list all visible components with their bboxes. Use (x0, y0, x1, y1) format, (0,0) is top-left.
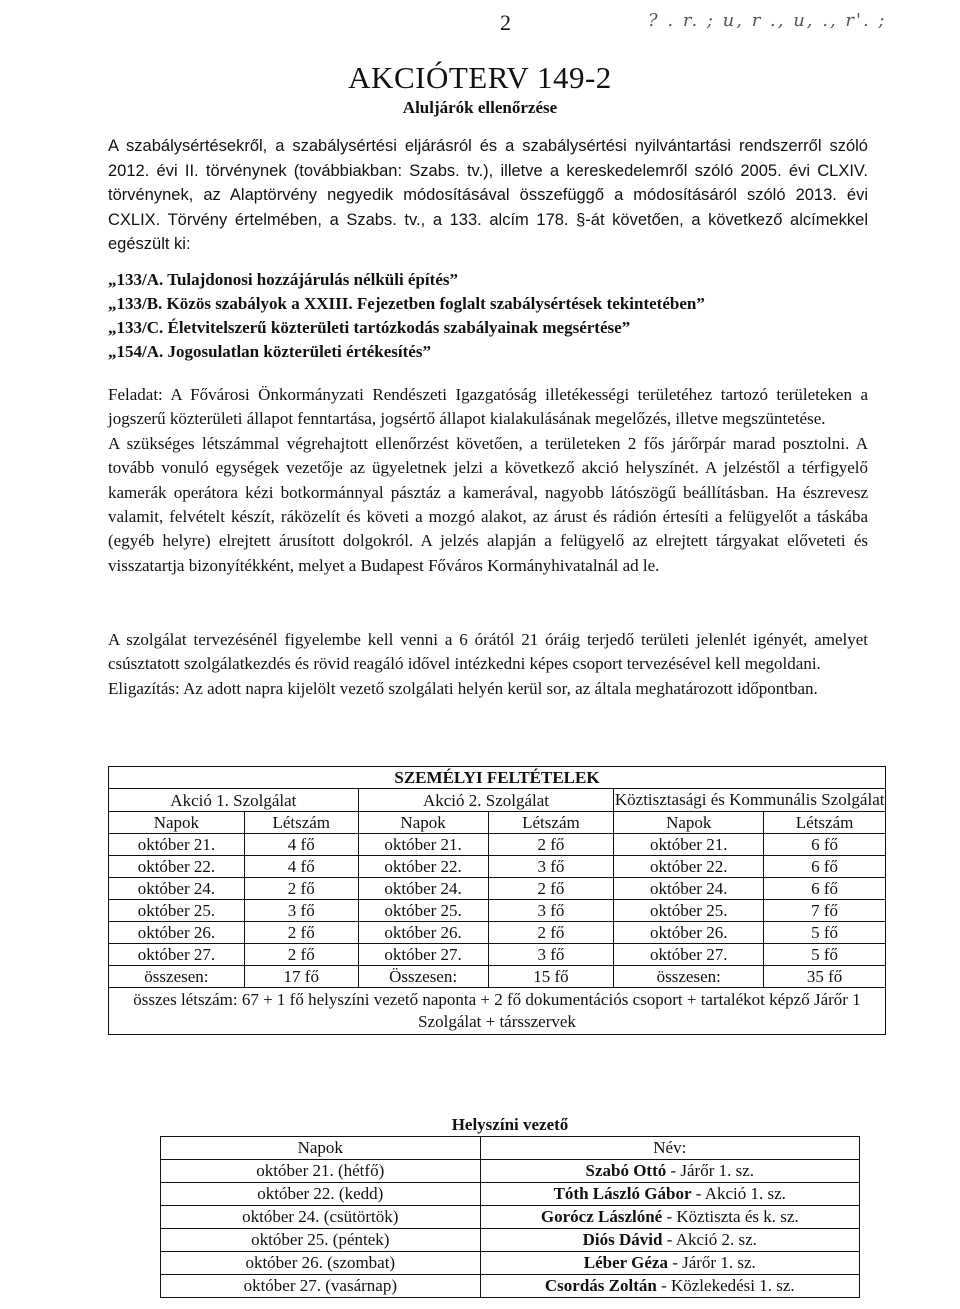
leader-name: Csordás Zoltán (544, 1276, 657, 1295)
cell-count: 6 fő (764, 856, 886, 878)
site-leader-title: Helyszíni vezető (451, 1115, 569, 1134)
cell-count: 3 fő (488, 900, 614, 922)
site-leader-table (160, 1114, 860, 1298)
total-value: 17 fő (244, 966, 358, 988)
cell-day: október 25. (358, 900, 488, 922)
group-action-1: Akció 1. Szolgálat (109, 789, 359, 812)
table-row (109, 944, 886, 966)
table-row (109, 900, 886, 922)
cell-count: 2 fő (488, 834, 614, 856)
group-action-2: Akció 2. Szolgálat (358, 789, 614, 812)
group-cleaning: Köztisztasági és Kommunális Szolgálat (614, 789, 886, 812)
cell-day: október 22. (kedd) (161, 1183, 481, 1206)
cell-count: 2 fő (488, 878, 614, 900)
task-label: Feladat: (108, 385, 163, 404)
cell-name (480, 1252, 859, 1275)
cell-day: október 26. (109, 922, 245, 944)
total-headcount-note: összes létszám: 67 + 1 fő helyszíni vezető naponta + 2 fő dokumentációs csoport + tartalékot képző Járőr 1 Szolgálat + társszervek (109, 988, 886, 1035)
heading-133a: „133/A. Tulajdonosi hozzájárulás nélküli építés” (108, 270, 458, 289)
subsection-headings (108, 268, 888, 364)
table-row (109, 878, 886, 900)
header-count: Létszám (764, 812, 886, 834)
table-row (161, 1160, 860, 1183)
table-row (161, 1206, 860, 1229)
cell-day: október 26. (358, 922, 488, 944)
cell-day: október 27. (vasárnap) (161, 1275, 481, 1298)
planning-text: A szolgálat tervezésénél figyelembe kell venni a 6 órától 21 óráig terjedő területi jelenlét igényét, amelyet csúsztatott szolgálatkezdés és rövid reagáló idővel intézkedni képes csoport tervezésével kell megoldani. (108, 630, 868, 674)
leader-name: Diós Dávid (582, 1230, 663, 1249)
table-row (109, 856, 886, 878)
cell-count: 2 fő (244, 922, 358, 944)
task-section (108, 383, 868, 578)
header-days: Napok (358, 812, 488, 834)
header-name: Név: (480, 1137, 859, 1160)
heading-133b: „133/B. Közös szabályok a XXIII. Fejezetben foglalt szabálysértések tekintetében” (108, 294, 705, 313)
cell-name (480, 1206, 859, 1229)
cell-day: október 24. (csütörtök) (161, 1206, 481, 1229)
header-days: Napok (161, 1137, 481, 1160)
briefing-label: Eligazítás: (108, 678, 180, 698)
cell-day: október 21. (614, 834, 764, 856)
cell-day: október 26. (614, 922, 764, 944)
cell-day: október 27. (358, 944, 488, 966)
cell-day: október 21. (358, 834, 488, 856)
total-label: összesen: (614, 966, 764, 988)
cell-day: október 21. (109, 834, 245, 856)
cell-name (480, 1275, 859, 1298)
table-row (161, 1183, 860, 1206)
cell-count: 5 fő (764, 922, 886, 944)
intro-paragraph: A szabálysértésekről, a szabálysértési eljárásról és a szabálysértési nyilvántartási rendszerről szóló 2012. évi II. törvénynek (továbbiakban: Szabs. tv.), illetve a kereskedelemről szóló 2005. évi CLXIV. törvénynek, az Alaptörvény negyedik módosításával összefüggő a módosításáról szóló 2013. évi CXLIX. Törvény értelmében, a Szabs. tv., a 133. alcím 178. §-át követően, a következő alcímekkel egészült ki: (108, 137, 868, 253)
task-text-2: A szükséges létszámmal végrehajtott ellenőrzést követően, a területeken 2 fős járőrpár marad posztolni. A tovább vonuló egységek vezetője az ügyeletnek jelzi a következő akció helyszínét. A jelzéstől a térfigyelő kamerák operátora kézi botkormánnyal pásztáz a kamerával, nagyobb látószögű beállításban. Ha észrevesz valamit, felvételt készít, ráközelít és követi a mozgó alakot, az árust és rádión értesíti a felügyelőt a táskába (egyéb helyre) elrejtett árusított dolgokról. A jelzés alapján a felügyelő az elrejtett tárgyakat előveteti és visszatartja bizonyítékként, melyet a Budapest Főváros Kormányhivatalnál ad le. (108, 433, 868, 575)
table-row (109, 834, 886, 856)
table-row (161, 1252, 860, 1275)
header-count: Létszám (488, 812, 614, 834)
cell-count: 7 fő (764, 900, 886, 922)
cell-count: 2 fő (488, 922, 614, 944)
leader-unit: - Akció 2. sz. (662, 1230, 757, 1249)
personnel-table-title: SZEMÉLYI FELTÉTELEK (109, 767, 886, 789)
table-row (161, 1275, 860, 1298)
cell-day: október 25. (614, 900, 764, 922)
header-count: Létszám (244, 812, 358, 834)
total-value: 35 fő (764, 966, 886, 988)
cell-count: 3 fő (244, 900, 358, 922)
cell-day: október 22. (614, 856, 764, 878)
cell-day: október 22. (109, 856, 245, 878)
cell-name (480, 1183, 859, 1206)
table-row (109, 922, 886, 944)
document-title: AKCIÓTERV 149-2 (348, 60, 612, 95)
cell-name (480, 1229, 859, 1252)
leader-name: Gorócz Lászlóné (540, 1207, 663, 1226)
briefing-text: Az adott napra kijelölt vezető szolgálati helyén kerül sor, az általa meghatározott időpontban. (183, 678, 818, 698)
heading-154a: „154/A. Jogosulatlan közterületi értékesítés” (108, 342, 431, 361)
cell-count: 4 fő (244, 856, 358, 878)
cell-count: 2 fő (244, 944, 358, 966)
header-days: Napok (614, 812, 764, 834)
cell-count: 6 fő (764, 878, 886, 900)
table-row (161, 1229, 860, 1252)
cell-count: 2 fő (244, 878, 358, 900)
leader-name: Szabó Ottó (585, 1161, 667, 1180)
cell-count: 4 fő (244, 834, 358, 856)
total-value: 15 fő (488, 966, 614, 988)
cell-day: október 27. (109, 944, 245, 966)
total-label: Összesen: (358, 966, 488, 988)
header-days: Napok (109, 812, 245, 834)
leader-name: Tóth László Gábor (553, 1184, 692, 1203)
task-text: A Fővárosi Önkormányzati Rendészeti Igazgatóság illetékességi területéhez tartozó területeken a jogszerű közterületi állapot fenntartása, jogsértő állapot kialakulásának megelőzés, illetve megszüntetése. (108, 385, 868, 429)
leader-unit: - Közlekedési 1. sz. (656, 1276, 795, 1295)
total-label: összesen: (109, 966, 245, 988)
leader-unit: - Járőr 1. sz. (666, 1161, 755, 1180)
page-number: 2 (500, 10, 511, 35)
personnel-table (108, 766, 886, 1035)
cell-name (480, 1160, 859, 1183)
cell-day: október 25. (109, 900, 245, 922)
cell-day: október 24. (358, 878, 488, 900)
cell-day: október 22. (358, 856, 488, 878)
cell-day: október 27. (614, 944, 764, 966)
planning-section (108, 628, 868, 701)
cell-day: október 21. (hétfő) (161, 1160, 481, 1183)
cell-day: október 24. (109, 878, 245, 900)
cell-count: 3 fő (488, 944, 614, 966)
leader-unit: - Köztiszta és k. sz. (662, 1207, 799, 1226)
cell-day: október 24. (614, 878, 764, 900)
document-subtitle: Aluljárók ellenőrzése (402, 98, 558, 117)
heading-133c: „133/C. Életvitelszerű közterületi tartózkodás szabályainak megsértése” (108, 318, 631, 337)
cell-count: 6 fő (764, 834, 886, 856)
leader-unit: - Akció 1. sz. (691, 1184, 786, 1203)
cell-day: október 25. (péntek) (161, 1229, 481, 1252)
cell-day: október 26. (szombat) (161, 1252, 481, 1275)
leader-name: Léber Géza (583, 1253, 668, 1272)
leader-unit: - Járőr 1. sz. (667, 1253, 756, 1272)
handwritten-note: ? . r. ; u, r ., u, ., r'. ; (648, 10, 887, 31)
cell-count: 3 fő (488, 856, 614, 878)
cell-count: 5 fő (764, 944, 886, 966)
totals-row (109, 966, 886, 988)
